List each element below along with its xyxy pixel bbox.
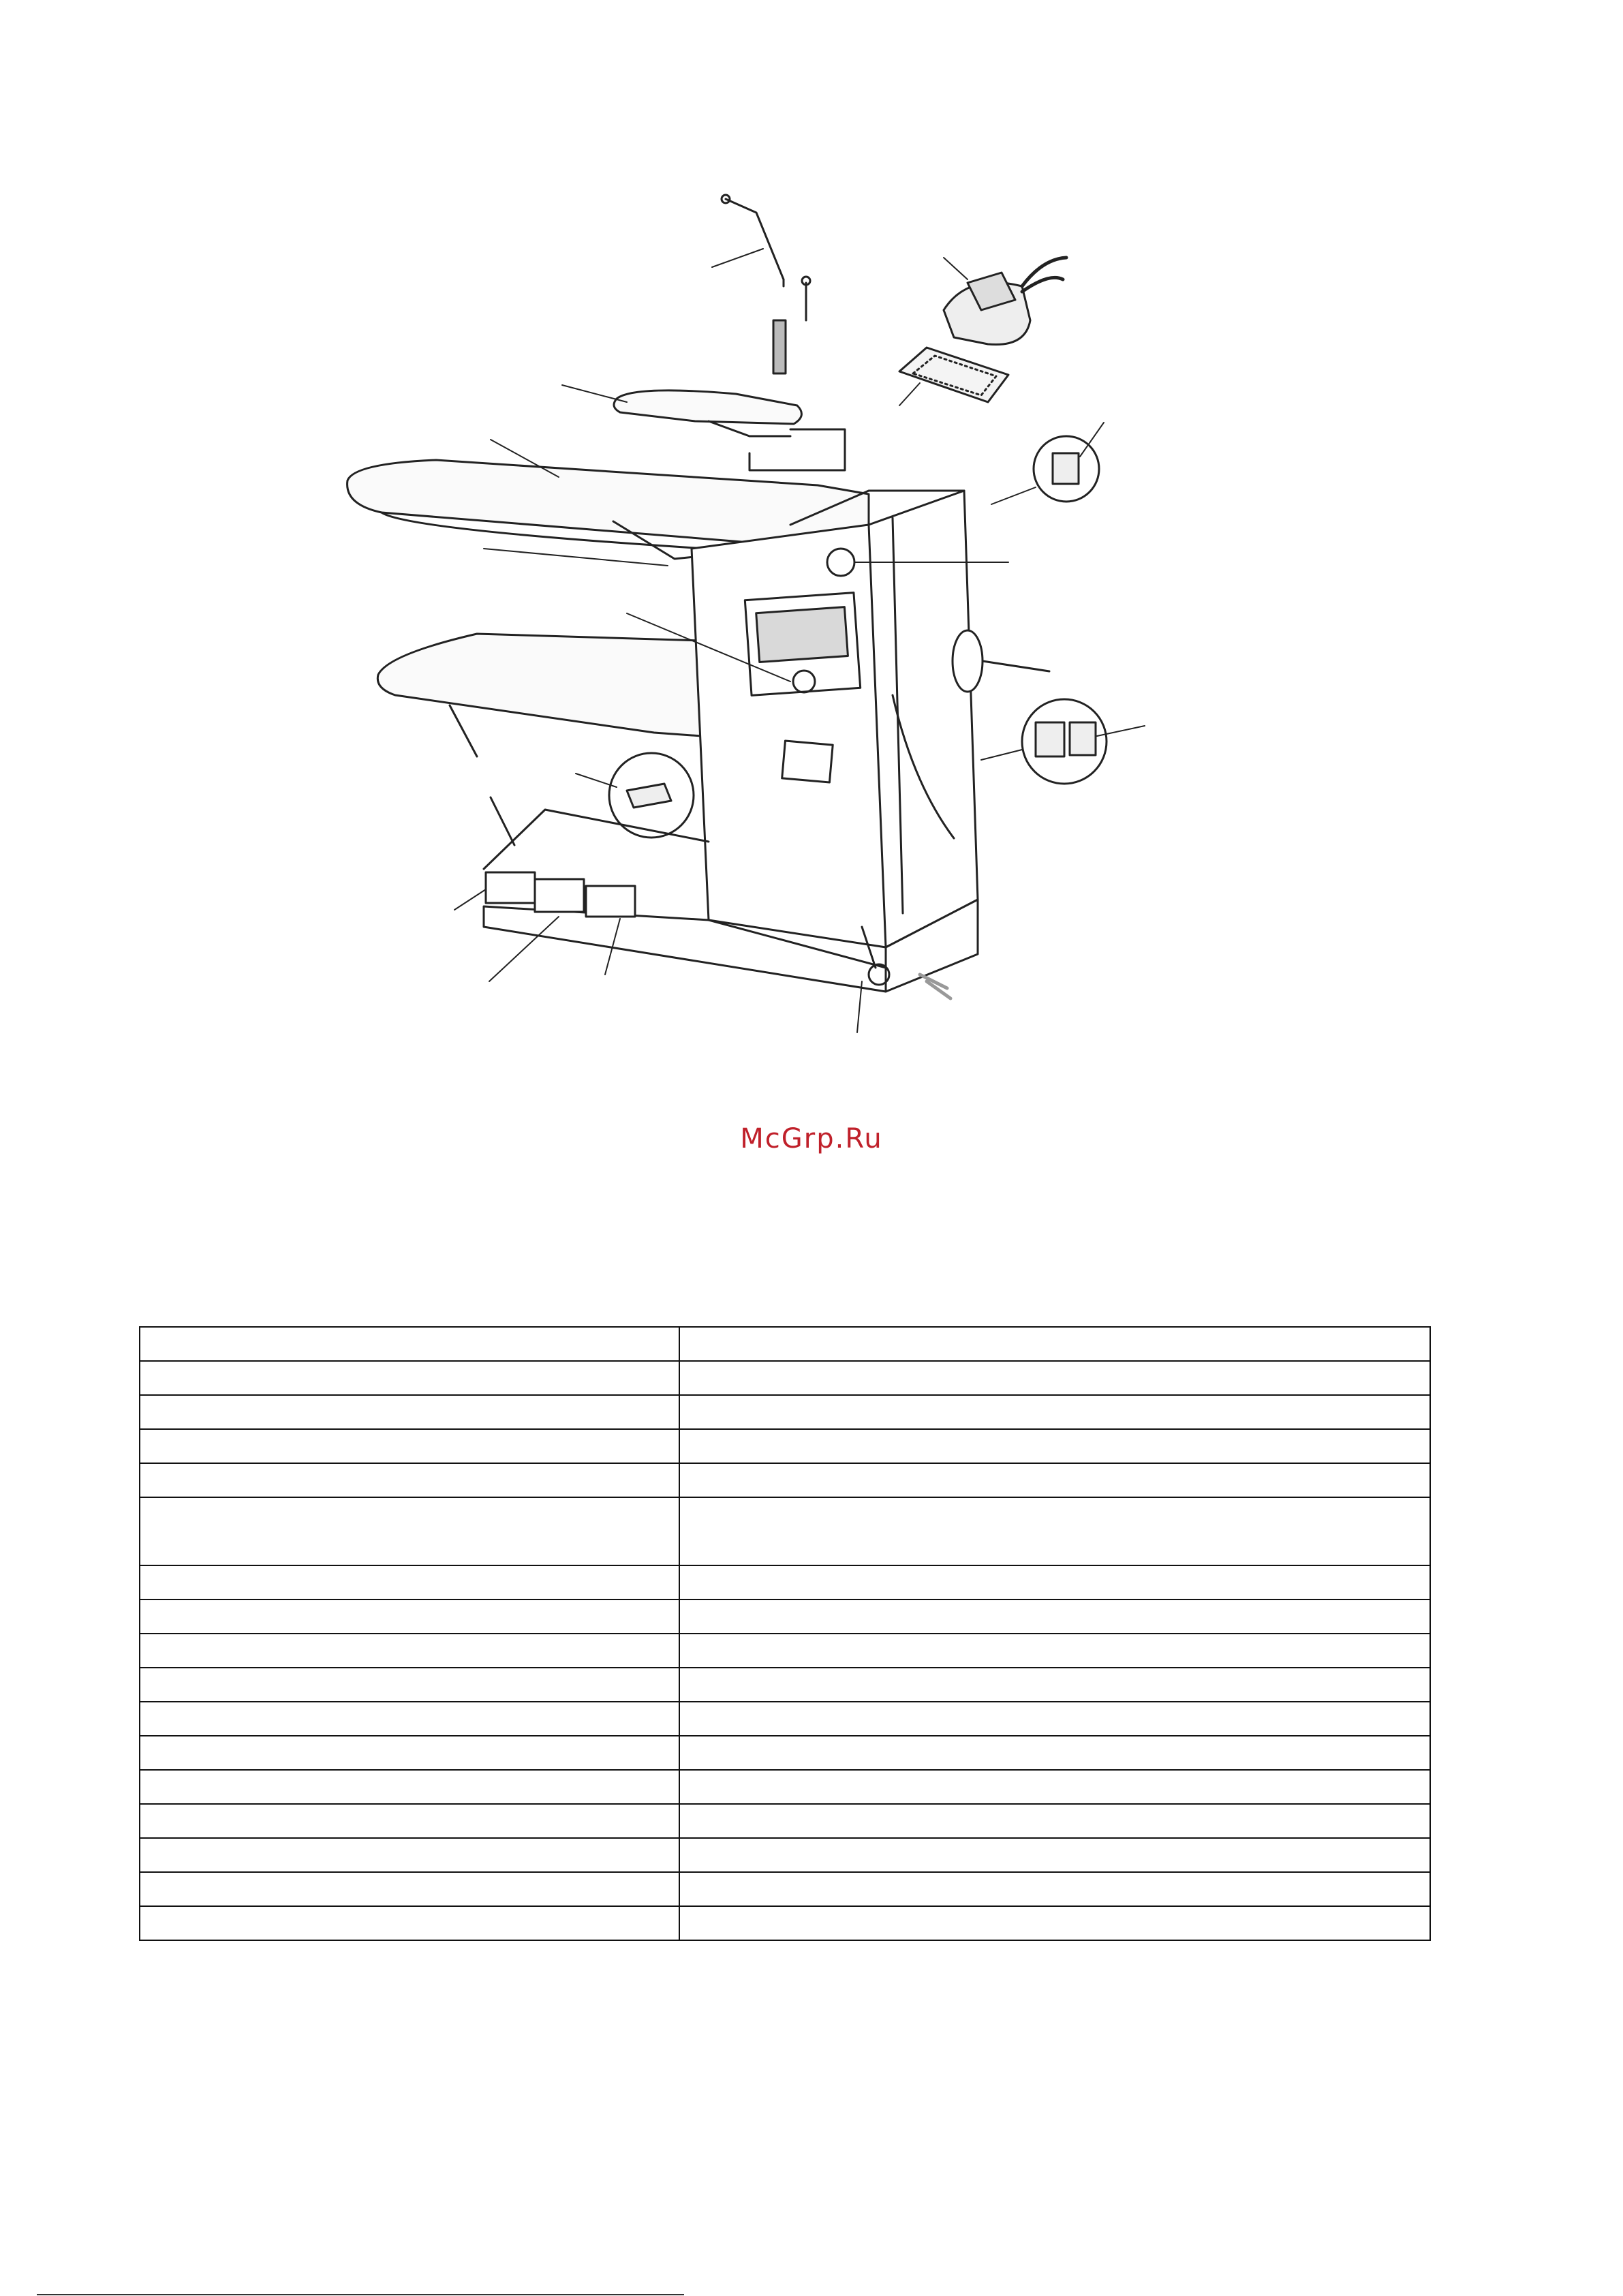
footer-rule [37, 2294, 684, 2295]
detail-callout-switch [991, 423, 1104, 504]
lower-board-part [377, 634, 702, 845]
table-row [140, 1838, 1430, 1872]
part-description-cell [679, 1429, 1430, 1463]
part-number-cell [140, 1327, 679, 1361]
table-row [140, 1497, 1430, 1565]
table-row [140, 1361, 1430, 1395]
table-row [140, 1395, 1430, 1429]
table-row [140, 1804, 1430, 1838]
table-row [140, 1906, 1430, 1940]
part-description-cell [679, 1565, 1430, 1599]
part-description-cell [679, 1906, 1430, 1940]
part-number-cell [140, 1497, 679, 1565]
part-number-cell [140, 1702, 679, 1736]
part-description-cell [679, 1770, 1430, 1804]
table-row [140, 1429, 1430, 1463]
part-number-cell [140, 1463, 679, 1497]
part-description-cell [679, 1395, 1430, 1429]
table-row [140, 1565, 1430, 1599]
sleeve-board-part [562, 385, 845, 470]
part-number-cell [140, 1361, 679, 1395]
parts-legend-table [139, 1326, 1431, 1941]
part-description-cell [679, 1634, 1430, 1668]
table-row [140, 1872, 1430, 1906]
part-description-cell [679, 1327, 1430, 1361]
iron-rest-mat-part [899, 348, 1008, 405]
ironing-table-exploded-illustration [0, 0, 1623, 1063]
part-description-cell [679, 1838, 1430, 1872]
table-row [140, 1736, 1430, 1770]
part-description-cell [679, 1463, 1430, 1497]
table-row [140, 1634, 1430, 1668]
part-number-cell [140, 1736, 679, 1770]
table-row [140, 1668, 1430, 1702]
part-number-cell [140, 1804, 679, 1838]
table-row [140, 1327, 1430, 1361]
pedal-assembly-part [454, 872, 635, 981]
part-number-cell [140, 1634, 679, 1668]
part-number-cell [140, 1906, 679, 1940]
part-number-cell [140, 1395, 679, 1429]
part-number-cell [140, 1872, 679, 1906]
part-description-cell [679, 1361, 1430, 1395]
part-description-cell [679, 1599, 1430, 1634]
part-description-cell [679, 1668, 1430, 1702]
table-row [140, 1770, 1430, 1804]
part-number-cell [140, 1668, 679, 1702]
table-row [140, 1702, 1430, 1736]
part-number-cell [140, 1429, 679, 1463]
table-row [140, 1599, 1430, 1634]
part-description-cell [679, 1804, 1430, 1838]
part-description-cell [679, 1736, 1430, 1770]
steam-iron-part [944, 258, 1066, 345]
detail-callout-valve [576, 753, 694, 838]
detail-callout-solenoid [981, 699, 1145, 784]
part-description-cell [679, 1497, 1430, 1565]
part-number-cell [140, 1838, 679, 1872]
machine-cabinet-body [484, 491, 1049, 1032]
part-description-cell [679, 1872, 1430, 1906]
watermark: McGrp.Ru [740, 1123, 883, 1154]
table-row [140, 1463, 1430, 1497]
part-number-cell [140, 1770, 679, 1804]
part-number-cell [140, 1599, 679, 1634]
hanger-arm-part [712, 195, 810, 373]
part-number-cell [140, 1565, 679, 1599]
part-description-cell [679, 1702, 1430, 1736]
